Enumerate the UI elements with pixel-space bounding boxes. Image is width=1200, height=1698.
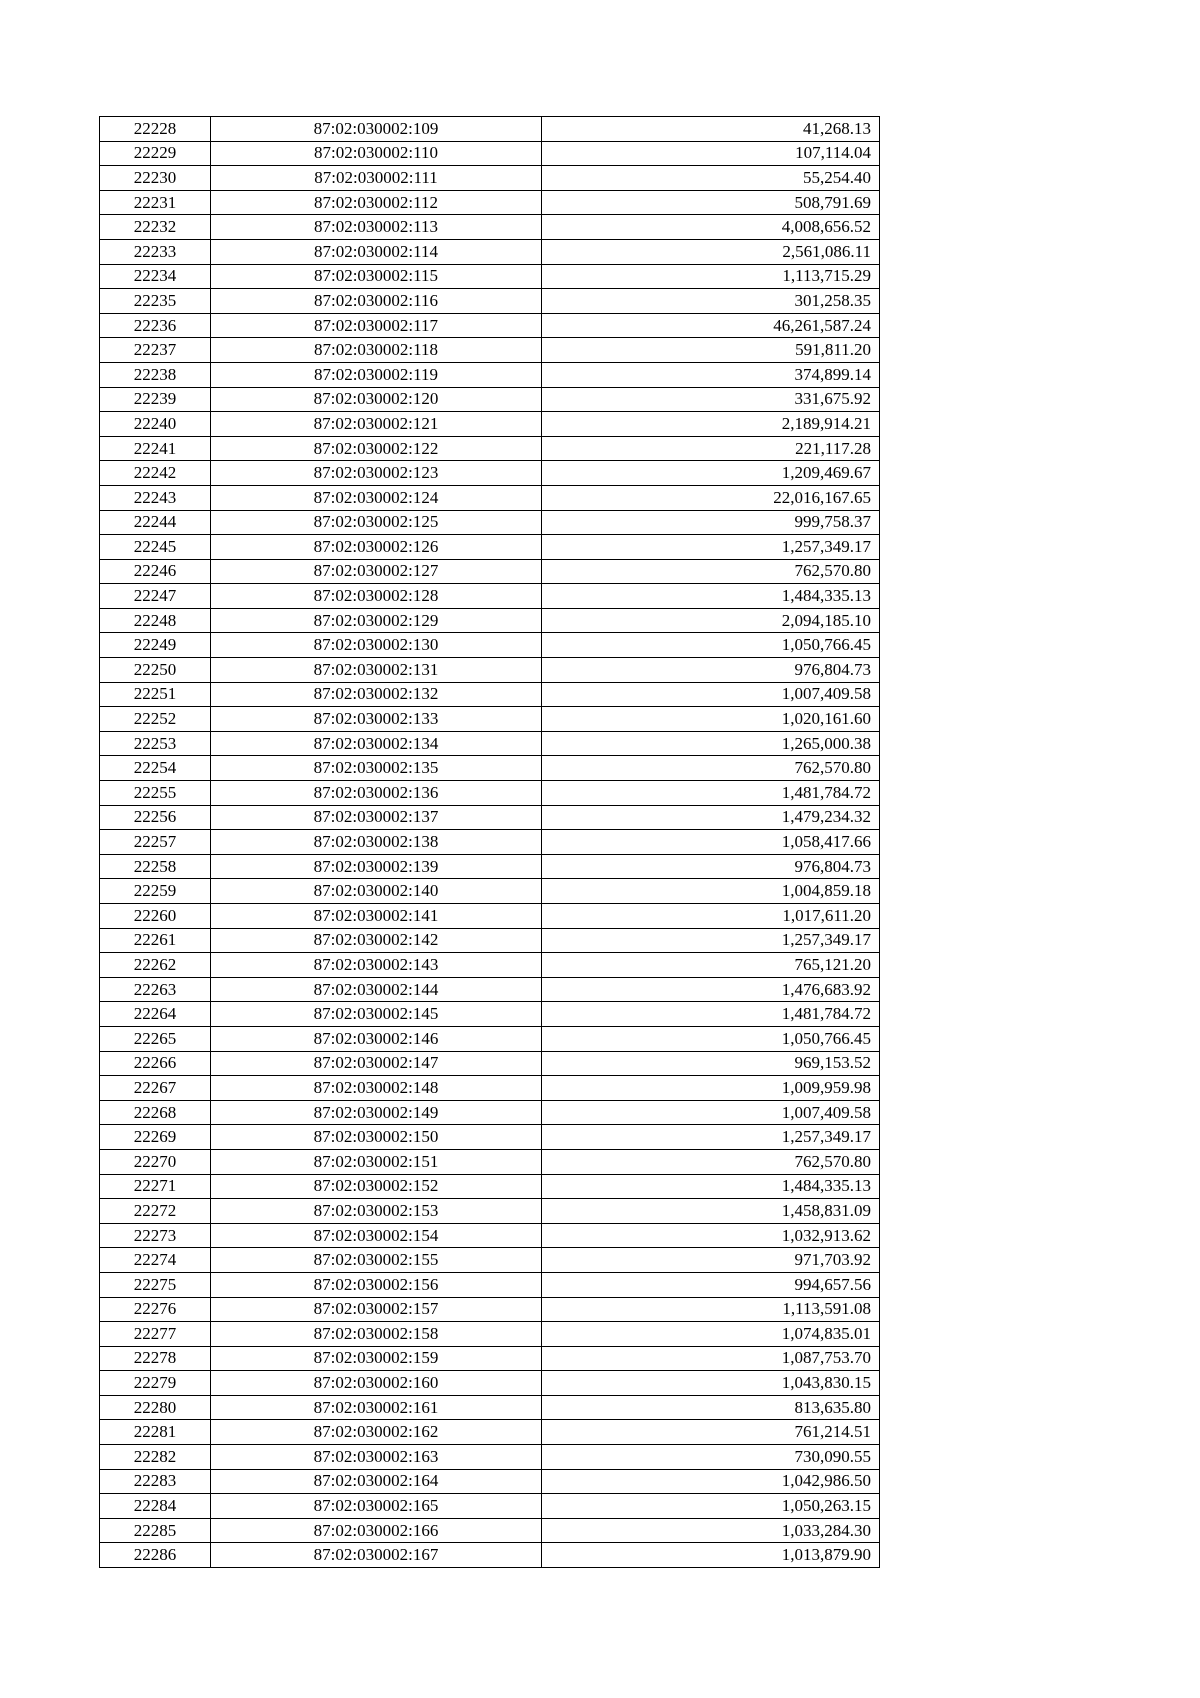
table-row — [100, 1445, 880, 1470]
row-number-cell: 22246 — [100, 559, 211, 584]
table-row — [100, 1518, 880, 1543]
cadastral-number-cell: 87:02:030002:146 — [211, 1026, 542, 1051]
row-number-cell: 22283 — [100, 1469, 211, 1494]
value-cell: 1,479,234.32 — [542, 805, 880, 830]
value-cell: 1,009,959.98 — [542, 1076, 880, 1101]
row-number-cell: 22276 — [100, 1297, 211, 1322]
table-row — [100, 731, 880, 756]
cadastral-number-cell: 87:02:030002:126 — [211, 535, 542, 560]
cadastral-number-cell: 87:02:030002:154 — [211, 1223, 542, 1248]
value-cell: 1,257,349.17 — [542, 928, 880, 953]
value-cell: 1,458,831.09 — [542, 1199, 880, 1224]
cadastral-number-cell: 87:02:030002:136 — [211, 781, 542, 806]
cadastral-number-cell: 87:02:030002:159 — [211, 1346, 542, 1371]
table-row — [100, 362, 880, 387]
table-row — [100, 658, 880, 683]
cadastral-number-cell: 87:02:030002:129 — [211, 608, 542, 633]
row-number-cell: 22277 — [100, 1322, 211, 1347]
table-row — [100, 215, 880, 240]
table-row — [100, 412, 880, 437]
value-cell: 55,254.40 — [542, 166, 880, 191]
table-row — [100, 756, 880, 781]
cadastral-number-cell: 87:02:030002:121 — [211, 412, 542, 437]
value-cell: 1,113,591.08 — [542, 1297, 880, 1322]
value-cell: 1,484,335.13 — [542, 584, 880, 609]
cadastral-number-cell: 87:02:030002:131 — [211, 658, 542, 683]
table-row — [100, 854, 880, 879]
table-row — [100, 461, 880, 486]
table-row — [100, 1100, 880, 1125]
cadastral-number-cell: 87:02:030002:166 — [211, 1518, 542, 1543]
value-cell: 1,481,784.72 — [542, 781, 880, 806]
value-cell: 591,811.20 — [542, 338, 880, 363]
row-number-cell: 22240 — [100, 412, 211, 437]
cadastral-number-cell: 87:02:030002:140 — [211, 879, 542, 904]
cadastral-number-cell: 87:02:030002:123 — [211, 461, 542, 486]
cadastral-number-cell: 87:02:030002:124 — [211, 485, 542, 510]
value-cell: 971,703.92 — [542, 1248, 880, 1273]
row-number-cell: 22251 — [100, 682, 211, 707]
row-number-cell: 22228 — [100, 117, 211, 142]
table-row — [100, 608, 880, 633]
cadastral-number-cell: 87:02:030002:156 — [211, 1272, 542, 1297]
table-row — [100, 1174, 880, 1199]
value-cell: 2,094,185.10 — [542, 608, 880, 633]
table-row — [100, 190, 880, 215]
row-number-cell: 22274 — [100, 1248, 211, 1273]
table-row — [100, 1125, 880, 1150]
value-cell: 301,258.35 — [542, 289, 880, 314]
row-number-cell: 22271 — [100, 1174, 211, 1199]
value-cell: 762,570.80 — [542, 559, 880, 584]
cadastral-number-cell: 87:02:030002:163 — [211, 1445, 542, 1470]
value-cell: 1,058,417.66 — [542, 830, 880, 855]
row-number-cell: 22265 — [100, 1026, 211, 1051]
table-body — [100, 117, 880, 1568]
cadastral-number-cell: 87:02:030002:158 — [211, 1322, 542, 1347]
cadastral-value-table — [99, 116, 880, 1568]
cadastral-number-cell: 87:02:030002:165 — [211, 1494, 542, 1519]
row-number-cell: 22234 — [100, 264, 211, 289]
value-cell: 1,004,859.18 — [542, 879, 880, 904]
cadastral-number-cell: 87:02:030002:153 — [211, 1199, 542, 1224]
table-row — [100, 1051, 880, 1076]
row-number-cell: 22279 — [100, 1371, 211, 1396]
row-number-cell: 22273 — [100, 1223, 211, 1248]
cadastral-number-cell: 87:02:030002:152 — [211, 1174, 542, 1199]
table-row — [100, 1002, 880, 1027]
row-number-cell: 22259 — [100, 879, 211, 904]
table-row — [100, 1272, 880, 1297]
row-number-cell: 22281 — [100, 1420, 211, 1445]
row-number-cell: 22257 — [100, 830, 211, 855]
table-row — [100, 264, 880, 289]
table-row — [100, 485, 880, 510]
value-cell: 1,013,879.90 — [542, 1543, 880, 1568]
row-number-cell: 22237 — [100, 338, 211, 363]
row-number-cell: 22253 — [100, 731, 211, 756]
row-number-cell: 22232 — [100, 215, 211, 240]
value-cell: 1,209,469.67 — [542, 461, 880, 486]
cadastral-number-cell: 87:02:030002:162 — [211, 1420, 542, 1445]
table-row — [100, 313, 880, 338]
row-number-cell: 22229 — [100, 141, 211, 166]
cadastral-number-cell: 87:02:030002:157 — [211, 1297, 542, 1322]
table-row — [100, 289, 880, 314]
table-row — [100, 535, 880, 560]
value-cell: 1,476,683.92 — [542, 977, 880, 1002]
table-row — [100, 1543, 880, 1568]
cadastral-number-cell: 87:02:030002:120 — [211, 387, 542, 412]
value-cell: 765,121.20 — [542, 953, 880, 978]
row-number-cell: 22262 — [100, 953, 211, 978]
cadastral-number-cell: 87:02:030002:115 — [211, 264, 542, 289]
value-cell: 4,008,656.52 — [542, 215, 880, 240]
value-cell: 1,032,913.62 — [542, 1223, 880, 1248]
cadastral-number-cell: 87:02:030002:128 — [211, 584, 542, 609]
table-row — [100, 1149, 880, 1174]
table-row — [100, 682, 880, 707]
row-number-cell: 22264 — [100, 1002, 211, 1027]
cadastral-number-cell: 87:02:030002:150 — [211, 1125, 542, 1150]
table-row — [100, 1469, 880, 1494]
row-number-cell: 22258 — [100, 854, 211, 879]
row-number-cell: 22270 — [100, 1149, 211, 1174]
table-row — [100, 584, 880, 609]
value-cell: 331,675.92 — [542, 387, 880, 412]
table-row — [100, 953, 880, 978]
cadastral-number-cell: 87:02:030002:132 — [211, 682, 542, 707]
row-number-cell: 22267 — [100, 1076, 211, 1101]
row-number-cell: 22236 — [100, 313, 211, 338]
table-row — [100, 830, 880, 855]
row-number-cell: 22249 — [100, 633, 211, 658]
cadastral-number-cell: 87:02:030002:149 — [211, 1100, 542, 1125]
row-number-cell: 22272 — [100, 1199, 211, 1224]
value-cell: 46,261,587.24 — [542, 313, 880, 338]
table-row — [100, 141, 880, 166]
value-cell: 1,265,000.38 — [542, 731, 880, 756]
row-number-cell: 22285 — [100, 1518, 211, 1543]
table-row — [100, 1346, 880, 1371]
row-number-cell: 22254 — [100, 756, 211, 781]
table-row — [100, 1248, 880, 1273]
row-number-cell: 22256 — [100, 805, 211, 830]
cadastral-number-cell: 87:02:030002:111 — [211, 166, 542, 191]
row-number-cell: 22242 — [100, 461, 211, 486]
table-row — [100, 239, 880, 264]
value-cell: 1,481,784.72 — [542, 1002, 880, 1027]
value-cell: 994,657.56 — [542, 1272, 880, 1297]
value-cell: 1,087,753.70 — [542, 1346, 880, 1371]
value-cell: 1,113,715.29 — [542, 264, 880, 289]
value-cell: 761,214.51 — [542, 1420, 880, 1445]
value-cell: 1,017,611.20 — [542, 904, 880, 929]
value-cell: 221,117.28 — [542, 436, 880, 461]
row-number-cell: 22230 — [100, 166, 211, 191]
value-cell: 1,484,335.13 — [542, 1174, 880, 1199]
row-number-cell: 22241 — [100, 436, 211, 461]
row-number-cell: 22255 — [100, 781, 211, 806]
row-number-cell: 22239 — [100, 387, 211, 412]
row-number-cell: 22275 — [100, 1272, 211, 1297]
value-cell: 22,016,167.65 — [542, 485, 880, 510]
row-number-cell: 22252 — [100, 707, 211, 732]
table-row — [100, 1420, 880, 1445]
cadastral-number-cell: 87:02:030002:145 — [211, 1002, 542, 1027]
value-cell: 1,050,263.15 — [542, 1494, 880, 1519]
table-row — [100, 977, 880, 1002]
row-number-cell: 22284 — [100, 1494, 211, 1519]
row-number-cell: 22247 — [100, 584, 211, 609]
cadastral-number-cell: 87:02:030002:117 — [211, 313, 542, 338]
row-number-cell: 22245 — [100, 535, 211, 560]
cadastral-number-cell: 87:02:030002:139 — [211, 854, 542, 879]
value-cell: 374,899.14 — [542, 362, 880, 387]
value-cell: 762,570.80 — [542, 1149, 880, 1174]
row-number-cell: 22250 — [100, 658, 211, 683]
cadastral-number-cell: 87:02:030002:112 — [211, 190, 542, 215]
cadastral-number-cell: 87:02:030002:147 — [211, 1051, 542, 1076]
cadastral-number-cell: 87:02:030002:125 — [211, 510, 542, 535]
cadastral-number-cell: 87:02:030002:135 — [211, 756, 542, 781]
value-cell: 1,042,986.50 — [542, 1469, 880, 1494]
row-number-cell: 22280 — [100, 1395, 211, 1420]
cadastral-number-cell: 87:02:030002:142 — [211, 928, 542, 953]
value-cell: 41,268.13 — [542, 117, 880, 142]
row-number-cell: 22266 — [100, 1051, 211, 1076]
table-row — [100, 781, 880, 806]
cadastral-number-cell: 87:02:030002:164 — [211, 1469, 542, 1494]
cadastral-number-cell: 87:02:030002:113 — [211, 215, 542, 240]
value-cell: 1,007,409.58 — [542, 1100, 880, 1125]
cadastral-number-cell: 87:02:030002:109 — [211, 117, 542, 142]
cadastral-number-cell: 87:02:030002:134 — [211, 731, 542, 756]
table-row — [100, 904, 880, 929]
value-cell: 1,050,766.45 — [542, 633, 880, 658]
value-cell: 1,257,349.17 — [542, 535, 880, 560]
table-row — [100, 1297, 880, 1322]
value-cell: 1,257,349.17 — [542, 1125, 880, 1150]
cadastral-number-cell: 87:02:030002:155 — [211, 1248, 542, 1273]
cadastral-number-cell: 87:02:030002:127 — [211, 559, 542, 584]
row-number-cell: 22269 — [100, 1125, 211, 1150]
row-number-cell: 22233 — [100, 239, 211, 264]
table-row — [100, 1371, 880, 1396]
table-row — [100, 1076, 880, 1101]
table-row — [100, 1395, 880, 1420]
value-cell: 1,043,830.15 — [542, 1371, 880, 1396]
cadastral-number-cell: 87:02:030002:114 — [211, 239, 542, 264]
value-cell: 1,007,409.58 — [542, 682, 880, 707]
row-number-cell: 22231 — [100, 190, 211, 215]
table-row — [100, 633, 880, 658]
cadastral-number-cell: 87:02:030002:110 — [211, 141, 542, 166]
cadastral-number-cell: 87:02:030002:133 — [211, 707, 542, 732]
cadastral-number-cell: 87:02:030002:122 — [211, 436, 542, 461]
cadastral-number-cell: 87:02:030002:118 — [211, 338, 542, 363]
cadastral-number-cell: 87:02:030002:137 — [211, 805, 542, 830]
value-cell: 976,804.73 — [542, 658, 880, 683]
table-row — [100, 707, 880, 732]
table-row — [100, 338, 880, 363]
row-number-cell: 22263 — [100, 977, 211, 1002]
cadastral-number-cell: 87:02:030002:141 — [211, 904, 542, 929]
row-number-cell: 22235 — [100, 289, 211, 314]
row-number-cell: 22260 — [100, 904, 211, 929]
table-row — [100, 1199, 880, 1224]
row-number-cell: 22244 — [100, 510, 211, 535]
value-cell: 969,153.52 — [542, 1051, 880, 1076]
row-number-cell: 22238 — [100, 362, 211, 387]
table-row — [100, 879, 880, 904]
value-cell: 730,090.55 — [542, 1445, 880, 1470]
cadastral-number-cell: 87:02:030002:144 — [211, 977, 542, 1002]
table-row — [100, 559, 880, 584]
value-cell: 2,561,086.11 — [542, 239, 880, 264]
row-number-cell: 22248 — [100, 608, 211, 633]
cadastral-number-cell: 87:02:030002:116 — [211, 289, 542, 314]
row-number-cell: 22243 — [100, 485, 211, 510]
table-row — [100, 1322, 880, 1347]
table-row — [100, 1494, 880, 1519]
value-cell: 508,791.69 — [542, 190, 880, 215]
value-cell: 1,033,284.30 — [542, 1518, 880, 1543]
table-row — [100, 928, 880, 953]
table-row — [100, 805, 880, 830]
value-cell: 2,189,914.21 — [542, 412, 880, 437]
row-number-cell: 22286 — [100, 1543, 211, 1568]
row-number-cell: 22268 — [100, 1100, 211, 1125]
value-cell: 813,635.80 — [542, 1395, 880, 1420]
value-cell: 1,050,766.45 — [542, 1026, 880, 1051]
value-cell: 999,758.37 — [542, 510, 880, 535]
cadastral-number-cell: 87:02:030002:160 — [211, 1371, 542, 1396]
value-cell: 762,570.80 — [542, 756, 880, 781]
table-row — [100, 1026, 880, 1051]
cadastral-number-cell: 87:02:030002:138 — [211, 830, 542, 855]
table-row — [100, 117, 880, 142]
row-number-cell: 22282 — [100, 1445, 211, 1470]
value-cell: 976,804.73 — [542, 854, 880, 879]
value-cell: 1,074,835.01 — [542, 1322, 880, 1347]
cadastral-number-cell: 87:02:030002:130 — [211, 633, 542, 658]
value-cell: 1,020,161.60 — [542, 707, 880, 732]
cadastral-number-cell: 87:02:030002:143 — [211, 953, 542, 978]
table-row — [100, 510, 880, 535]
cadastral-number-cell: 87:02:030002:148 — [211, 1076, 542, 1101]
table-row — [100, 436, 880, 461]
cadastral-number-cell: 87:02:030002:161 — [211, 1395, 542, 1420]
table-row — [100, 166, 880, 191]
row-number-cell: 22261 — [100, 928, 211, 953]
cadastral-number-cell: 87:02:030002:167 — [211, 1543, 542, 1568]
cadastral-number-cell: 87:02:030002:151 — [211, 1149, 542, 1174]
cadastral-number-cell: 87:02:030002:119 — [211, 362, 542, 387]
table-row — [100, 387, 880, 412]
row-number-cell: 22278 — [100, 1346, 211, 1371]
value-cell: 107,114.04 — [542, 141, 880, 166]
table-row — [100, 1223, 880, 1248]
